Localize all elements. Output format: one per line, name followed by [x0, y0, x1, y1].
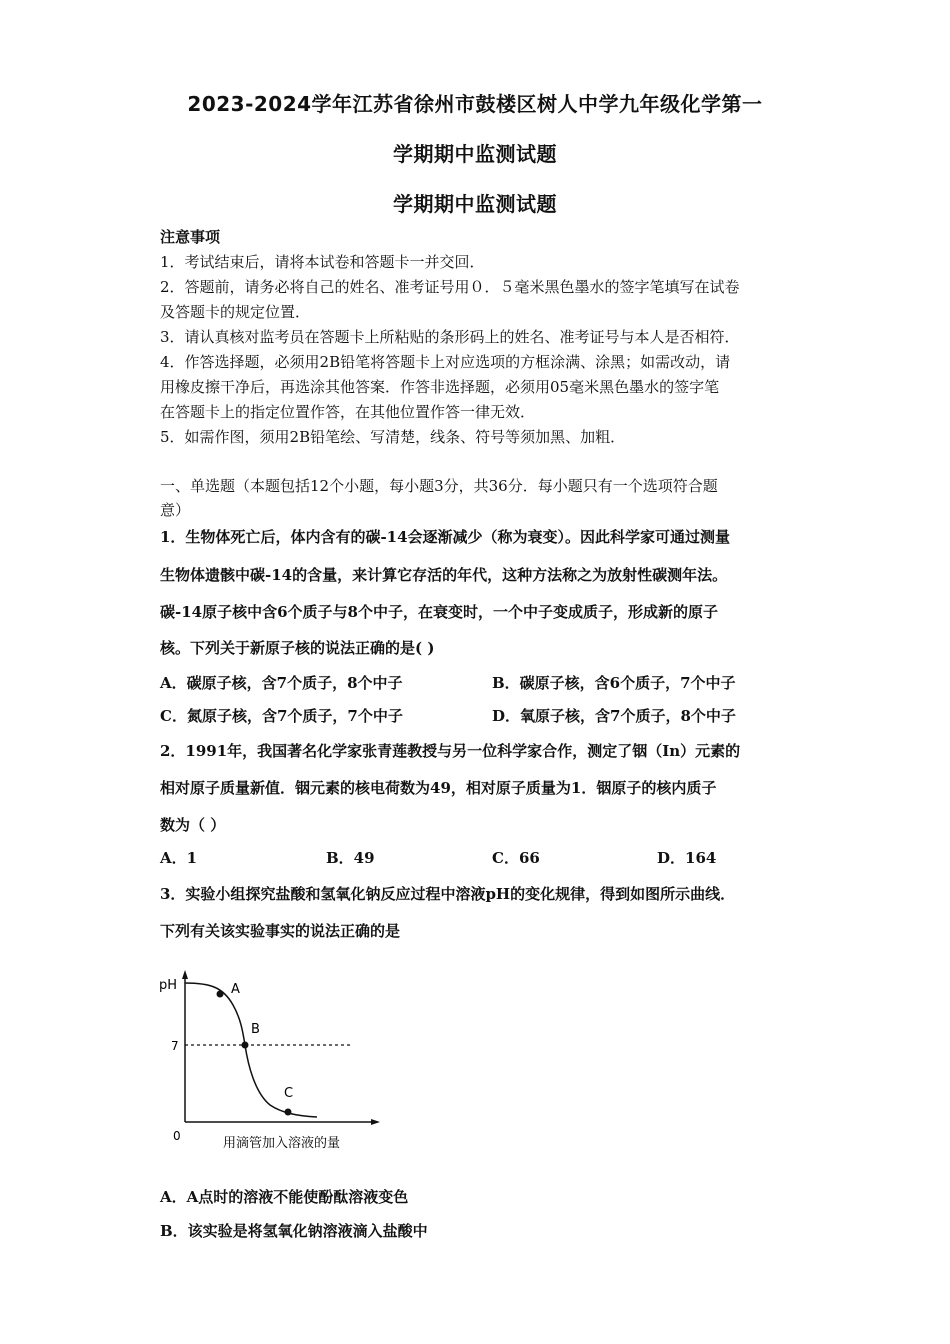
- point-c-label: C: [284, 1086, 294, 1101]
- point-a-label: A: [231, 982, 240, 997]
- point-c: [285, 1109, 292, 1116]
- question-2-option-b: B．49: [326, 849, 375, 867]
- notice-line: 在答题卡上的指定位置作答，在其他位置作答一律无效．: [160, 403, 536, 421]
- question-2-option-c: C．66: [492, 849, 540, 867]
- y-axis-arrow: [182, 970, 188, 979]
- question-3-option-b: B．该实验是将氢氧化钠溶液滴入盐酸中: [160, 1222, 428, 1240]
- page-title-line-3: 学期期中监测试题: [393, 192, 557, 216]
- notice-line: 1．考试结束后，请将本试卷和答题卡一并交回．: [160, 253, 485, 271]
- y-axis-label: pH: [159, 978, 178, 993]
- question-2-text: 相对原子质量新值．铟元素的核电荷数为49，相对原子质量为1．铟原子的核内质子: [160, 779, 717, 797]
- page-title-line-2: 学期期中监测试题: [393, 142, 557, 166]
- question-1-text: 核。下列关于新原子核的说法正确的是( ): [160, 639, 435, 657]
- notice-line: 及答题卡的规定位置．: [160, 303, 311, 321]
- question-2-option-a: A．1: [160, 849, 198, 867]
- point-b-label: B: [251, 1022, 260, 1037]
- question-1-option-b: B．碳原子核，含6个质子，7个中子: [492, 674, 736, 692]
- question-2-text: 数为（ ）: [160, 816, 226, 834]
- notice-heading: 注意事项: [160, 228, 221, 246]
- question-1-option-d: D．氧原子核，含7个质子，8个中子: [492, 707, 736, 725]
- point-b: [242, 1042, 249, 1049]
- ph-curve-figure: [155, 965, 385, 1160]
- section-heading: 意）: [160, 501, 191, 519]
- ph-7-label: 7: [171, 1039, 179, 1053]
- notice-line: 2．答题前，请务必将自己的姓名、准考证号用０．５毫米黑色墨水的签字笔填写在试卷: [160, 278, 740, 296]
- question-2-text: 2．1991年，我国著名化学家张青莲教授与另一位科学家合作，测定了铟（In）元素的: [160, 742, 741, 760]
- question-1-text: 碳-14原子核中含6个质子与8个中子，在衰变时，一个中子变成质子，形成新的原子: [160, 603, 718, 621]
- question-1-text: 1．生物体死亡后，体内含有的碳-14会逐渐减少（称为衰变）。因此科学家可通过测量: [160, 528, 731, 546]
- page-title-line-1: 2023-2024学年江苏省徐州市鼓楼区树人中学九年级化学第一: [187, 92, 763, 116]
- question-1-option-a: A．碳原子核，含7个质子，8个中子: [160, 674, 403, 692]
- question-1-text: 生物体遗骸中碳-14的含量，来计算它存活的年代，这种方法称之为放射性碳测年法。: [160, 566, 728, 584]
- notice-line: 5．如需作图，须用2B铅笔绘、写清楚，线条、符号等须加黑、加粗．: [160, 428, 626, 446]
- origin-label: 0: [173, 1129, 181, 1143]
- notice-line: 4．作答选择题，必须用2B铅笔将答题卡上对应选项的方框涂满、涂黑；如需改动，请: [160, 353, 731, 371]
- notice-line: 3．请认真核对监考员在答题卡上所粘贴的条形码上的姓名、准考证号与本人是否相符．: [160, 328, 740, 346]
- notice-line: 用橡皮擦干净后，再选涂其他答案．作答非选择题，必须用05毫米黑色墨水的签字笔: [160, 378, 720, 396]
- ph-curve: [185, 983, 317, 1117]
- x-axis-arrow: [371, 1119, 380, 1125]
- section-heading: 一、单选题（本题包括12个小题，每小题3分，共36分．每小题只有一个选项符合题: [160, 477, 718, 495]
- question-3-option-a: A．A点时的溶液不能使酚酞溶液变色: [160, 1188, 409, 1206]
- question-3-text: 下列有关该实验事实的说法正确的是: [160, 922, 401, 940]
- question-2-option-d: D．164: [657, 849, 717, 867]
- x-axis-label: 用滴管加入溶液的量: [223, 1136, 341, 1151]
- point-a: [217, 991, 224, 998]
- question-3-text: 3．实验小组探究盐酸和氢氧化钠反应过程中溶液pH的变化规律，得到如图所示曲线．: [160, 885, 736, 903]
- question-1-option-c: C．氮原子核，含7个质子，7个中子: [160, 707, 403, 725]
